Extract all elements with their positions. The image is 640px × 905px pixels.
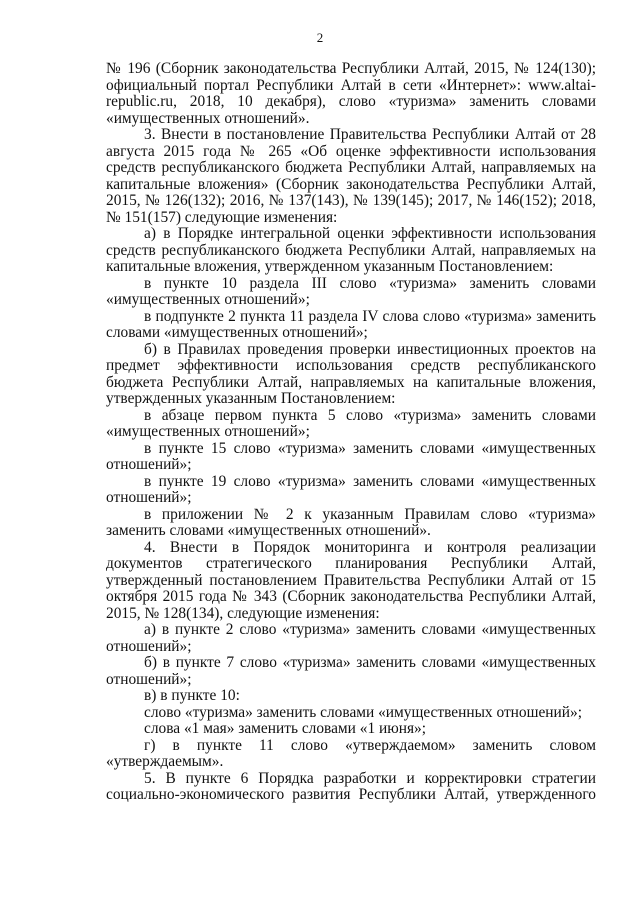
paragraph-item-4-v-line-2: слова «1 мая» заменить словами «1 июня»; — [144, 720, 427, 737]
document-body — [106, 61, 596, 804]
paragraph-item-4-b: б) в пункте 7 слово «туризма» заменить словами «имущественных отношений»; — [106, 654, 596, 688]
paragraph-point-15: в пункте 15 слово «туризма» заменить словами «имущественных отношений»; — [106, 439, 596, 473]
paragraph-point-5: в абзаце первом пункта 5 слово «туризма» заменить словами «имущественных отношений»; — [106, 406, 596, 440]
paragraph-item-4-v-line-1: слово «туризма» заменить словами «имущественных отношений»; — [144, 703, 582, 721]
paragraph-subpoint-2-point-11: в подпункте 2 пункта 11 раздела IV слова слово «туризма» заменить словами «имущественных отношений»; — [106, 307, 596, 341]
paragraph-subitem-b: б) в Правилах проведения проверки инвестиционных проектов на предмет эффективности использования средств республиканского бюджета Республики Алтай, направляемых на капитальные вложения, утвержденных указанным Постановлением: — [106, 340, 596, 407]
paragraph-appendix-2: в приложении № 2 к указанным Правилам слово «туризма» заменить словами «имущественных отношений». — [106, 505, 596, 539]
paragraph-item-4: 4. Внести в Порядок мониторинга и контроля реализации документов стратегического планирования Республики Алтай, утвержденный постановлением Правительства Республики Алтай от 15 октября 2015 года № 343 (Сборник законодательства Республики Алтай, 2015, № 128(134), следующие изменения: — [106, 538, 596, 622]
paragraph-point-19: в пункте 19 слово «туризма» заменить словами «имущественных отношений»; — [106, 472, 596, 506]
paragraph-item-4-v: в) в пункте 10: — [144, 687, 240, 704]
paragraph-item-5: 5. В пункте 6 Порядка разработки и корректировки стратегии социально-экономического развития Республики Алтай, утвержденного — [106, 769, 596, 803]
paragraph-item-3: 3. Внести в постановление Правительства Республики Алтай от 28 августа 2015 года № 265 «Об оценке эффективности использования средств республиканского бюджета Республики Алтай, направляемых на капитальные вложения» (Сборник законодательства Республики Алтай, 2015, № 126(132); 2016, № 137(143), № 139(145); 2017, № 146(152); 2018, № 151(157) следующие изменения: — [106, 126, 596, 226]
paragraph-item-4-g: г) в пункте 11 слово «утверждаемом» заменить словом «утверждаемым». — [106, 736, 596, 770]
paragraph-subitem-a: а) в Порядке интегральной оценки эффективности использования средств республиканского бюджета Республики Алтай, направляемых на капитальные вложения, утвержденном указанным Постановлением: — [106, 225, 596, 275]
page-number: 2 — [316, 30, 324, 45]
paragraph-item-4-a: а) в пункте 2 слово «туризма» заменить словами «имущественных отношений»; — [106, 621, 596, 655]
paragraph-continuation: № 196 (Сборник законодательства Республики Алтай, 2015, № 124(130); официальный портал Республики Алтай в сети «Интернет»: www.altai-republic.ru, 2018, 10 декабря), слово «туризма» заменить словами «имущественных отношений». — [106, 60, 596, 127]
paragraph-point-10: в пункте 10 раздела III слово «туризма» заменить словами «имущественных отношений»; — [106, 274, 596, 308]
